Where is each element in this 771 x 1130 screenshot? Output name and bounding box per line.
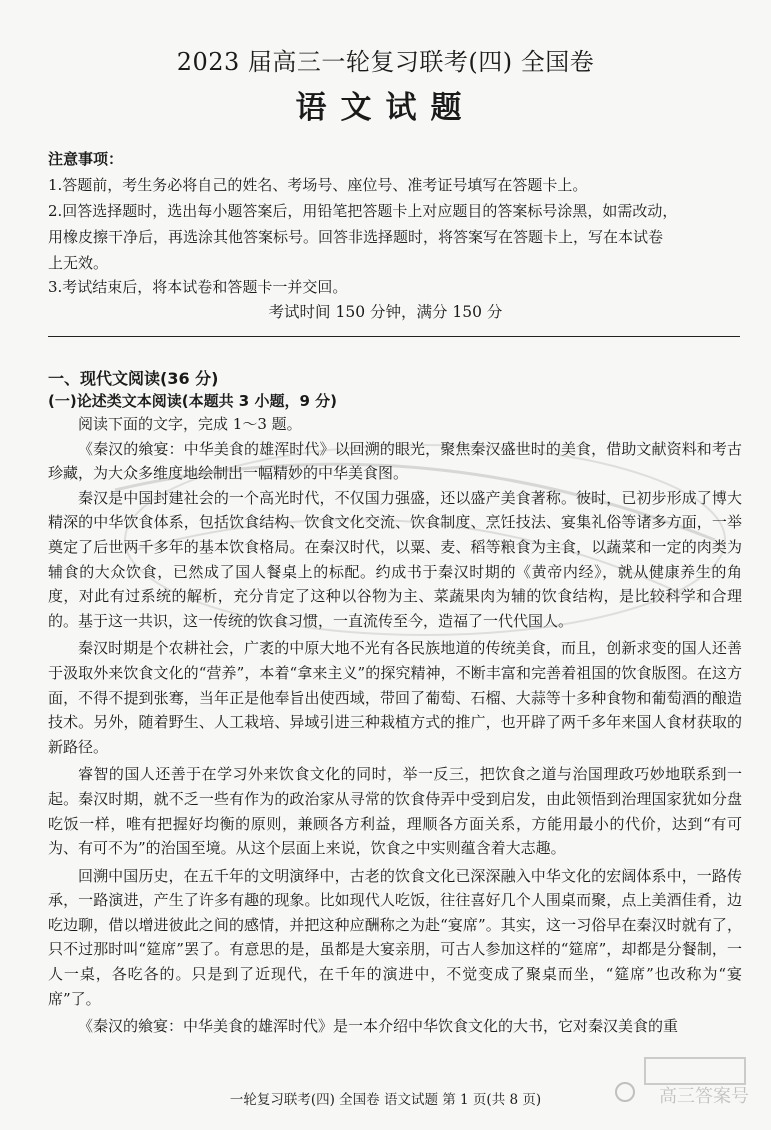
page-footer: 一轮复习联考(四) 全国卷 语文试题 第 1 页(共 8 页) bbox=[229, 1092, 542, 1108]
notice-item-2-cont: 用橡皮擦干净后，再选涂其他答案标号。回答非选择题时，将答案写在答题卡上，写在本试卷 bbox=[48, 228, 664, 246]
reading-passage bbox=[48, 412, 742, 1039]
passage-instruction: 阅读下面的文字，完成 1～3 题。 bbox=[78, 415, 302, 433]
passage-paragraph: 秦汉是中国封建社会的一个高光时代，不仅国力强盛，还以盛产美食著称。彼时，已初步形成了博大精深的中华饮食体系，包括饮食结构、饮食文化交流、饮食制度、烹饪技法、宴集礼俗等诸多方面，一举奠定了后世两千多年的基本饮食格局。在秦汉时代，以粟、麦、稻等粮食为主食，以蔬菜和一定的肉类为辅食的大众饮食，已然成了国人餐桌上的标配。约成书于秦汉时期的《黄帝内经》，就从健康养生的角度，对此有过系统的解析，充分肯定了这种以谷物为主、菜蔬果肉为辅的饮食结构，是比较科学和合理的。基于这一共识，这一传统的饮食习惯，一直流传至今，造福了一代代国人。 bbox=[48, 488, 742, 630]
notice-item-3: 3.考试结束后，将本试卷和答题卡一并交回。 bbox=[48, 278, 348, 296]
passage-paragraph: 秦汉时期是个农耕社会，广袤的中原大地不光有各民族地道的传统美食，而且，创新求变的国人还善于汲取外来饮食文化的“营养”，本着“拿来主义”的探究精神，不断丰富和完善着祖国的饮食版图。在这方面，不得不提到张骞，当年正是他奉旨出使西域，带回了葡萄、石榴、大蒜等十多种食物和葡萄酒的酿造技术。另外，随着野生、人工栽培、异域引进三种栽植方式的推广，也开辟了两千多年来国人食材获取的新路径。 bbox=[48, 639, 742, 756]
divider-rule bbox=[48, 336, 740, 337]
subsection-title: (一)论述类文本阅读(本题共 3 小题，9 分) bbox=[48, 392, 337, 410]
watermark-corner-text: 高三答案号 bbox=[659, 1086, 749, 1107]
notice-heading: 注意事项： bbox=[48, 150, 124, 168]
passage-paragraph: 睿智的国人还善于在学习外来饮食文化的同时，举一反三，把饮食之道与治国理政巧妙地联系到一起。秦汉时期，就不乏一些有作为的政治家从寻常的饮食侍弄中受到启发，由此领悟到治理国家犹如分盘吃饭一样，唯有把握好均衡的原则，兼顾各方利益，理顺各方面关系，方能用最小的代价，达到“有可为、有可不为”的治国至境。从这个层面上来说，饮食之中实则蕴含着大志趣。 bbox=[48, 765, 742, 858]
passage-paragraph: 回溯中国历史，在五千年的文明演绎中，古老的饮食文化已深深融入中华文化的宏阔体系中，一路传承，一路演进，产生了许多有趣的现象。比如现代人吃饭，往往喜好几个人围桌而聚，点上美酒佳肴，边吃边聊，借以增进彼此之间的感情，并把这种应酬称之为赴“宴席”。其实，这一习俗早在秦汉时就有了，只不过那时叫“筵席”罢了。有意思的是，虽都是大宴亲朋，可古人参加这样的“筵席”，却都是分餐制，一人一桌，各吃各的。只是到了近现代，在千年的演进中，不觉变成了聚桌而坐，“筵席”也改称为“宴席”了。 bbox=[48, 866, 742, 1008]
passage-paragraph: 《秦汉的飨宴：中华美食的雄浑时代》是一本介绍中华饮食文化的大书，它对秦汉美食的重 bbox=[78, 1017, 679, 1036]
notice-item-2: 2.回答选择题时，选出每小题答案后，用铅笔把答题卡上对应题目的答案标号涂黑，如需改动， bbox=[48, 202, 678, 220]
notice-item-1: 1.答题前，考生务必将自己的姓名、考场号、座位号、准考证号填写在答题卡上。 bbox=[48, 176, 588, 194]
exam-time-line: 考试时间 150 分钟，满分 150 分 bbox=[268, 303, 503, 321]
notice-item-2-end: 上无效。 bbox=[48, 254, 109, 272]
section-title: 一、现代文阅读(36 分) bbox=[48, 369, 219, 388]
passage-paragraph: 《秦汉的飨宴：中华美食的雄浑时代》以回溯的眼光，聚焦秦汉盛世时的美食，借助文献资料和考古珍藏，为大众多维度地绘制出一幅精妙的中华美食图。 bbox=[48, 439, 742, 483]
subject-title: 语文试题 bbox=[295, 90, 476, 126]
exam-title: 2023 届高三一轮复习联考(四) 全国卷 bbox=[176, 48, 595, 76]
